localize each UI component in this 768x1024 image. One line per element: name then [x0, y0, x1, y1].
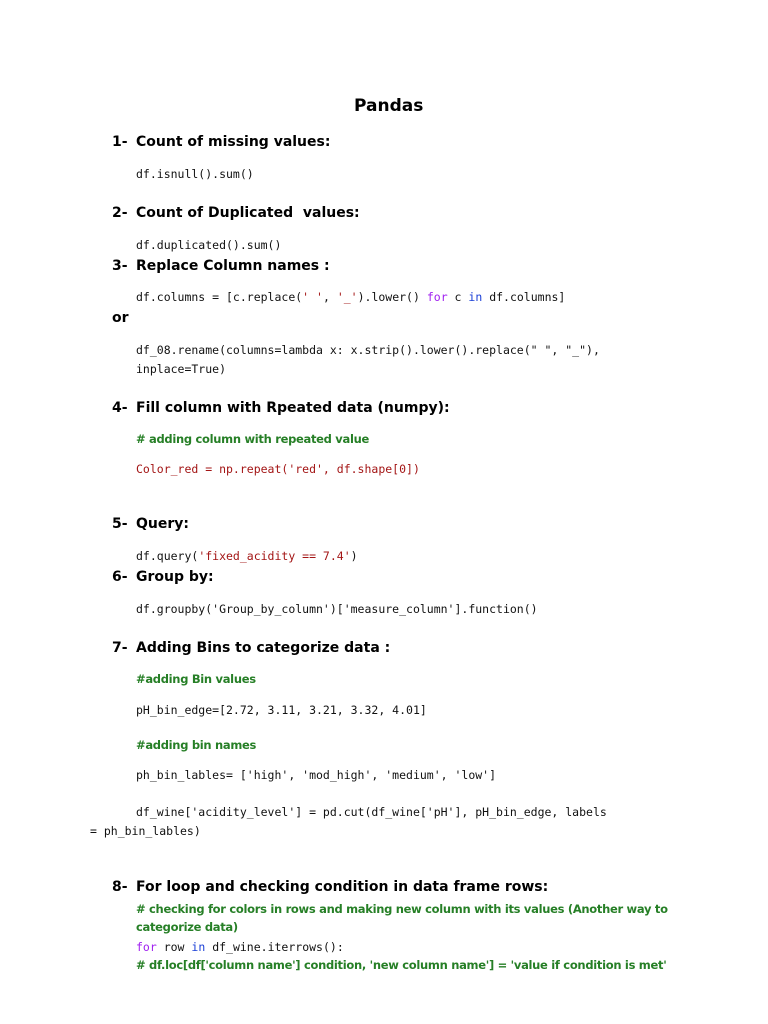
section-6-number: 6- [112, 569, 128, 585]
code-string: 'fixed_acidity == 7.4' [198, 549, 351, 563]
code-text: c [447, 290, 469, 304]
section-7-code-3-line-1: df_wine['acidity_level'] = pd.cut(df_wine['pH'], pH_bin_edge, labels [136, 805, 607, 819]
section-7-code-3-line-2: = ph_bin_lables) [90, 824, 201, 838]
section-3-alt-code-line-1: df_08.rename(columns=lambda x: x.strip().lower().replace(" ", "_"), [136, 343, 600, 357]
code-keyword-for: for [136, 940, 157, 954]
code-string: '_' [336, 290, 358, 304]
section-1-number: 1- [112, 134, 128, 150]
section-7-number: 7- [112, 640, 128, 656]
code-keyword-in: in [191, 940, 206, 954]
section-8-code [136, 940, 344, 954]
section-7-code-1: pH_bin_edge=[2.72, 3.11, 3.21, 3.32, 4.01] [136, 703, 427, 717]
section-5-number: 5- [112, 516, 128, 532]
section-5-heading: Query: [136, 516, 189, 532]
section-8-number: 8- [112, 879, 128, 895]
section-6-code: df.groupby('Group_by_column')['measure_column'].function() [136, 602, 538, 616]
code-keyword-for: for [426, 290, 448, 304]
or-label: or [112, 310, 129, 326]
section-3-alt-code-line-2: inplace=True) [136, 362, 227, 376]
section-8-heading: For loop and checking condition in data frame rows: [136, 879, 549, 895]
section-8-comment-line-1: # checking for colors in rows and making new column with its values (Another way to [136, 902, 668, 916]
code-keyword-in: in [468, 290, 483, 304]
section-3-code [136, 290, 565, 304]
section-2-code: df.duplicated().sum() [136, 238, 282, 252]
section-1-heading: Count of missing values: [136, 134, 331, 150]
section-1-code: df.isnull().sum() [136, 167, 254, 181]
code-text: ).lower() [357, 290, 427, 304]
code-text: , [322, 290, 337, 304]
section-3-number: 3- [112, 258, 128, 274]
section-3-heading: Replace Column names : [136, 258, 330, 274]
section-7-comment-1: #adding Bin values [136, 672, 256, 686]
section-6-heading: Group by: [136, 569, 214, 585]
code-text: df_wine.iterrows(): [205, 940, 344, 954]
section-2-number: 2- [112, 205, 128, 221]
code-text: df.columns] [482, 290, 566, 304]
section-2-heading: Count of Duplicated values: [136, 205, 360, 221]
section-7-heading: Adding Bins to categorize data : [136, 640, 391, 656]
section-8-comment-2: # df.loc[df['column name'] condition, 'new column name'] = 'value if condition is met' [136, 958, 667, 972]
section-4-code: Color_red = np.repeat('red', df.shape[0]) [136, 462, 420, 476]
section-4-number: 4- [112, 400, 128, 416]
section-4-heading: Fill column with Rpeated data (numpy): [136, 400, 450, 416]
code-text: ) [350, 549, 358, 563]
code-text: row [156, 940, 192, 954]
section-8-comment-line-2: categorize data) [136, 920, 238, 934]
page-title: Pandas [354, 96, 424, 116]
code-text: df.columns = [c.replace( [136, 290, 303, 304]
code-text: df.query( [136, 549, 199, 563]
section-7-comment-2: #adding bin names [136, 738, 257, 752]
section-5-code [136, 549, 358, 563]
section-7-code-2: ph_bin_lables= ['high', 'mod_high', 'medium', 'low'] [136, 768, 497, 782]
code-string: ' ' [302, 290, 323, 304]
section-4-comment: # adding column with repeated value [136, 432, 369, 446]
